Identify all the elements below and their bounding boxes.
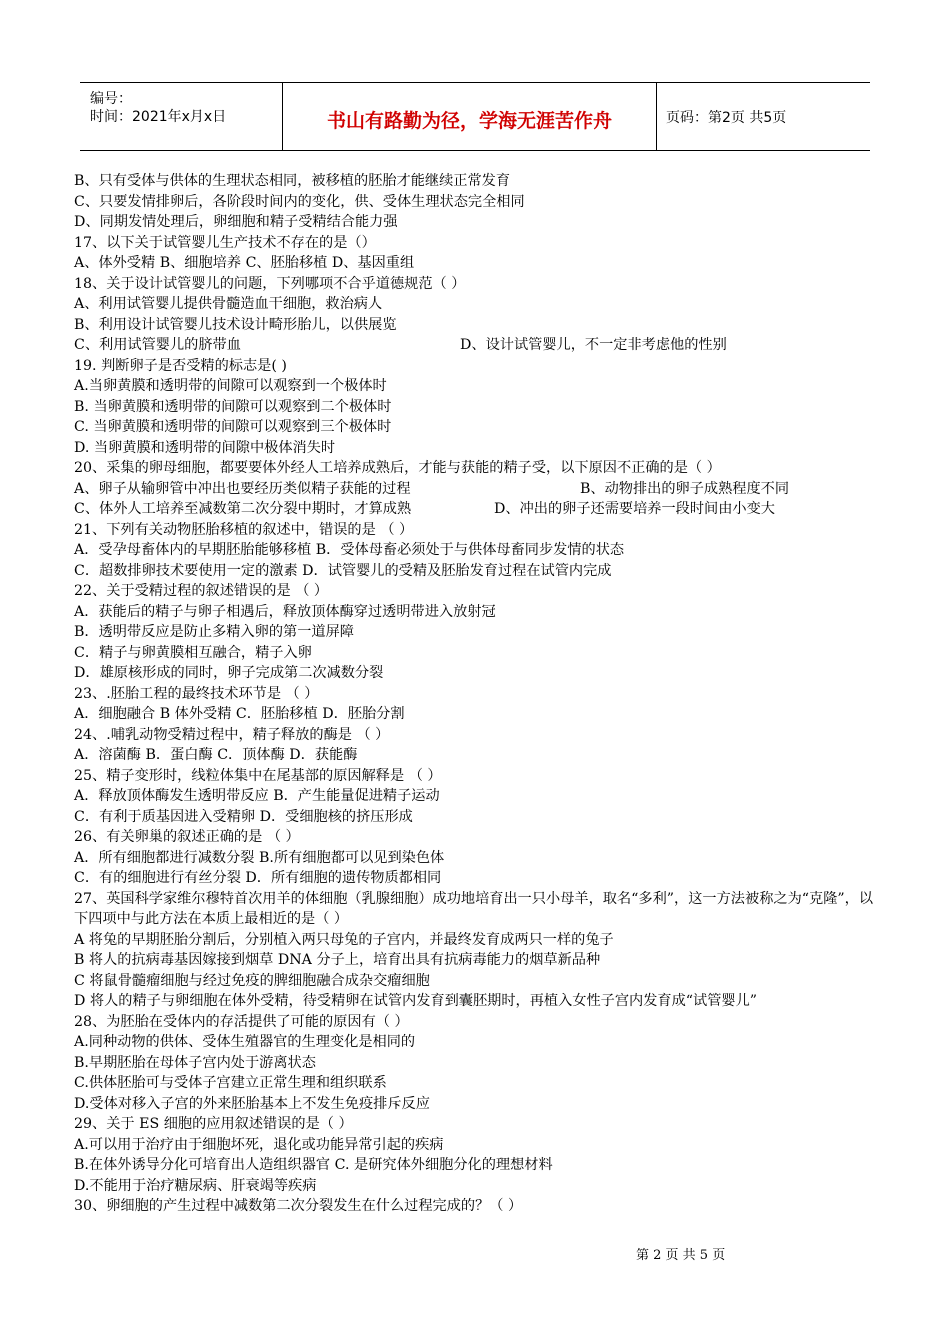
question-21: 21、下列有关动物胚胎移植的叙述中，错误的是 （ ） — [74, 521, 414, 538]
header-table — [80, 82, 870, 151]
text-line: A．释放顶体酶发生透明带反应 B．产生能量促进精子运动 — [74, 788, 440, 804]
question-30: 30、卵细胞的产生过程中减数第二次分裂发生在什么过程完成的？（ ） — [74, 1198, 523, 1214]
text-line: A.可以用于治疗由于细胞坏死，退化或功能异常引起的疾病 — [74, 1136, 444, 1153]
text-line: C.供体胚胎可与受体子宫建立正常生理和组织联系 — [74, 1075, 387, 1091]
text-line: D.受体对移入子宫的外来胚胎基本上不发生免疫排斥反应 — [74, 1095, 430, 1112]
question-24: 24、.哺乳动物受精过程中，精子释放的酶是 （ ） — [74, 726, 390, 743]
text-line — [74, 479, 874, 500]
motto-text: 书山有路勤为径，学海无涯苦作舟 — [326, 110, 612, 132]
text-line: A、利用试管婴儿提供骨髓造血干细胞，救治病人 — [74, 296, 383, 312]
question-18: 18、关于设计试管婴儿的问题，下列哪项不合乎道德规范（ ） — [74, 275, 466, 292]
text-line: B、只有受体与供体的生理状态相同，被移植的胚胎才能继续正常发育 — [74, 173, 511, 189]
text-line: B 将人的抗病毒基因嫁接到烟草 DNA 分子上，培育出具有抗病毒能力的烟草新品种 — [74, 952, 601, 968]
option-d: D、设计试管婴儿，不一定非考虑他的性别 — [460, 337, 727, 353]
question-17: 17、以下关于试管婴儿生产技术不存在的是（） — [74, 234, 376, 251]
page-info: 页码：第2页 共5页 — [666, 110, 787, 126]
text-line: D 将人的精子与卵细胞在体外受精，待受精卵在试管内发育到囊胚期时，再植入女性子宫内发育成“试管婴儿” — [74, 993, 758, 1009]
question-22: 22、关于受精过程的叙述错误的是 （ ） — [74, 583, 329, 599]
question-29: 29、关于 ES 细胞的应用叙述错误的是（ ） — [74, 1116, 353, 1132]
text-line: B.在体外诱导分化可培育出人造组织器官 C. 是研究体外细胞分化的理想材料 — [74, 1157, 553, 1173]
text-line: D. 当卵黄膜和透明带的间隙中极体消失时 — [74, 439, 336, 456]
page-footer: 第 2 页 共 5 页 — [636, 1248, 726, 1263]
option-a: A、卵子从输卵管中冲出也要经历类似精子获能的过程 — [74, 480, 411, 497]
doc-number-label: 编号： — [90, 91, 132, 107]
text-line: C．有的细胞进行有丝分裂 D．所有细胞的遗传物质都相同 — [74, 870, 442, 886]
text-line: C．精子与卵黄膜相互融合，精子入卵 — [74, 644, 312, 661]
text-line: A．所有细胞都进行减数分裂 B.所有细胞都可以见到染色体 — [74, 849, 445, 866]
text-line: A.同种动物的供体、受体生殖器官的生理变化是相同的 — [74, 1034, 416, 1050]
text-line: A.当卵黄膜和透明带的间隙可以观察到一个极体时 — [74, 378, 387, 394]
text-line: C、只要发情排卵后，各阶段时间内的变化，供、受体生理状态完全相同 — [74, 193, 525, 210]
text-line: A．细胞融合 B 体外受精 C．胚胎移植 D．胚胎分割 — [74, 706, 405, 722]
question-28: 28、为胚胎在受体内的存活提供了可能的原因有（ ） — [74, 1013, 409, 1030]
question-content — [74, 171, 874, 1217]
question-27: 27、英国科学家维尔穆特首次用羊的体细胞（乳腺细胞）成功地培育出一只小母羊，取名“多利”，这一方法被称之为“克隆”，以下四项中与此方法在本质上最相近的是（ ） — [74, 890, 874, 927]
text-line: B.早期胚胎在母体子宫内处于游离状态 — [74, 1054, 316, 1071]
text-line: A、体外受精 B、细胞培养 C、胚胎移植 D、基因重组 — [74, 255, 415, 271]
text-line — [74, 335, 874, 356]
text-line: B. 当卵黄膜和透明带的间隙可以观察到二个极体时 — [74, 398, 392, 415]
option-c: C、利用试管婴儿的脐带血 — [74, 337, 241, 353]
question-25: 25、精子变形时，线粒体集中在尾基部的原因解释是 （ ） — [74, 767, 442, 784]
doc-time-label: 时间：2021年x月x日 — [90, 109, 227, 125]
text-line: A．受孕母畜体内的早期胚胎能够移植 B．受体母畜必须处于与供体母畜同步发情的状态 — [74, 542, 625, 558]
text-line: A 将兔的早期胚胎分割后，分别植入两只母兔的子宫内，并最终发育成两只一样的兔子 — [74, 931, 614, 948]
question-26: 26、有关卵巢的叙述正确的是 （ ） — [74, 829, 300, 845]
text-line: B．透明带反应是防止多精入卵的第一道屏障 — [74, 624, 354, 640]
text-line: C．超数排卵技术要使用一定的激素 D．试管婴儿的受精及胚胎发育过程在试管内完成 — [74, 562, 612, 579]
header-page-cell — [656, 83, 870, 150]
text-line: A．溶菌酶 B．蛋白酶 C．顶体酶 D．获能酶 — [74, 747, 358, 763]
option-b: B、动物排出的卵子成熟程度不同 — [580, 480, 790, 497]
header-meta-cell — [80, 83, 282, 150]
text-line: B、利用设计试管婴儿技术设计畸形胎儿，以供展览 — [74, 316, 397, 333]
question-19: 19. 判断卵子是否受精的标志是( ) — [74, 357, 287, 374]
question-23: 23、.胚胎工程的最终技术环节是 （ ） — [74, 685, 319, 702]
option-d: D、冲出的卵子还需要培养一段时间由小变大 — [494, 501, 775, 517]
text-line: D.不能用于治疗糖尿病、肝衰竭等疾病 — [74, 1177, 317, 1194]
text-line: D．雄原核形成的同时，卵子完成第二次减数分裂 — [74, 665, 384, 681]
option-c: C、体外人工培养至减数第二次分裂中期时，才算成熟 — [74, 501, 412, 517]
question-20: 20、采集的卵母细胞，都要要体外经人工培养成熟后，才能与获能的精子受，以下原因不正确的是（ ） — [74, 460, 721, 476]
text-line: C. 当卵黄膜和透明带的间隙可以观察到三个极体时 — [74, 419, 392, 435]
text-line: D、同期发情处理后，卵细胞和精子受精结合能力强 — [74, 214, 398, 230]
header-motto-cell — [282, 83, 657, 150]
text-line — [74, 499, 874, 520]
text-line: A．获能后的精子与卵子相遇后，释放顶体酶穿过透明带进入放射冠 — [74, 603, 496, 620]
text-line: C．有利于质基因进入受精卵 D．受细胞核的挤压形成 — [74, 808, 413, 825]
text-line: C 将鼠骨髓瘤细胞与经过免疫的脾细胞融合成杂交瘤细胞 — [74, 972, 430, 989]
